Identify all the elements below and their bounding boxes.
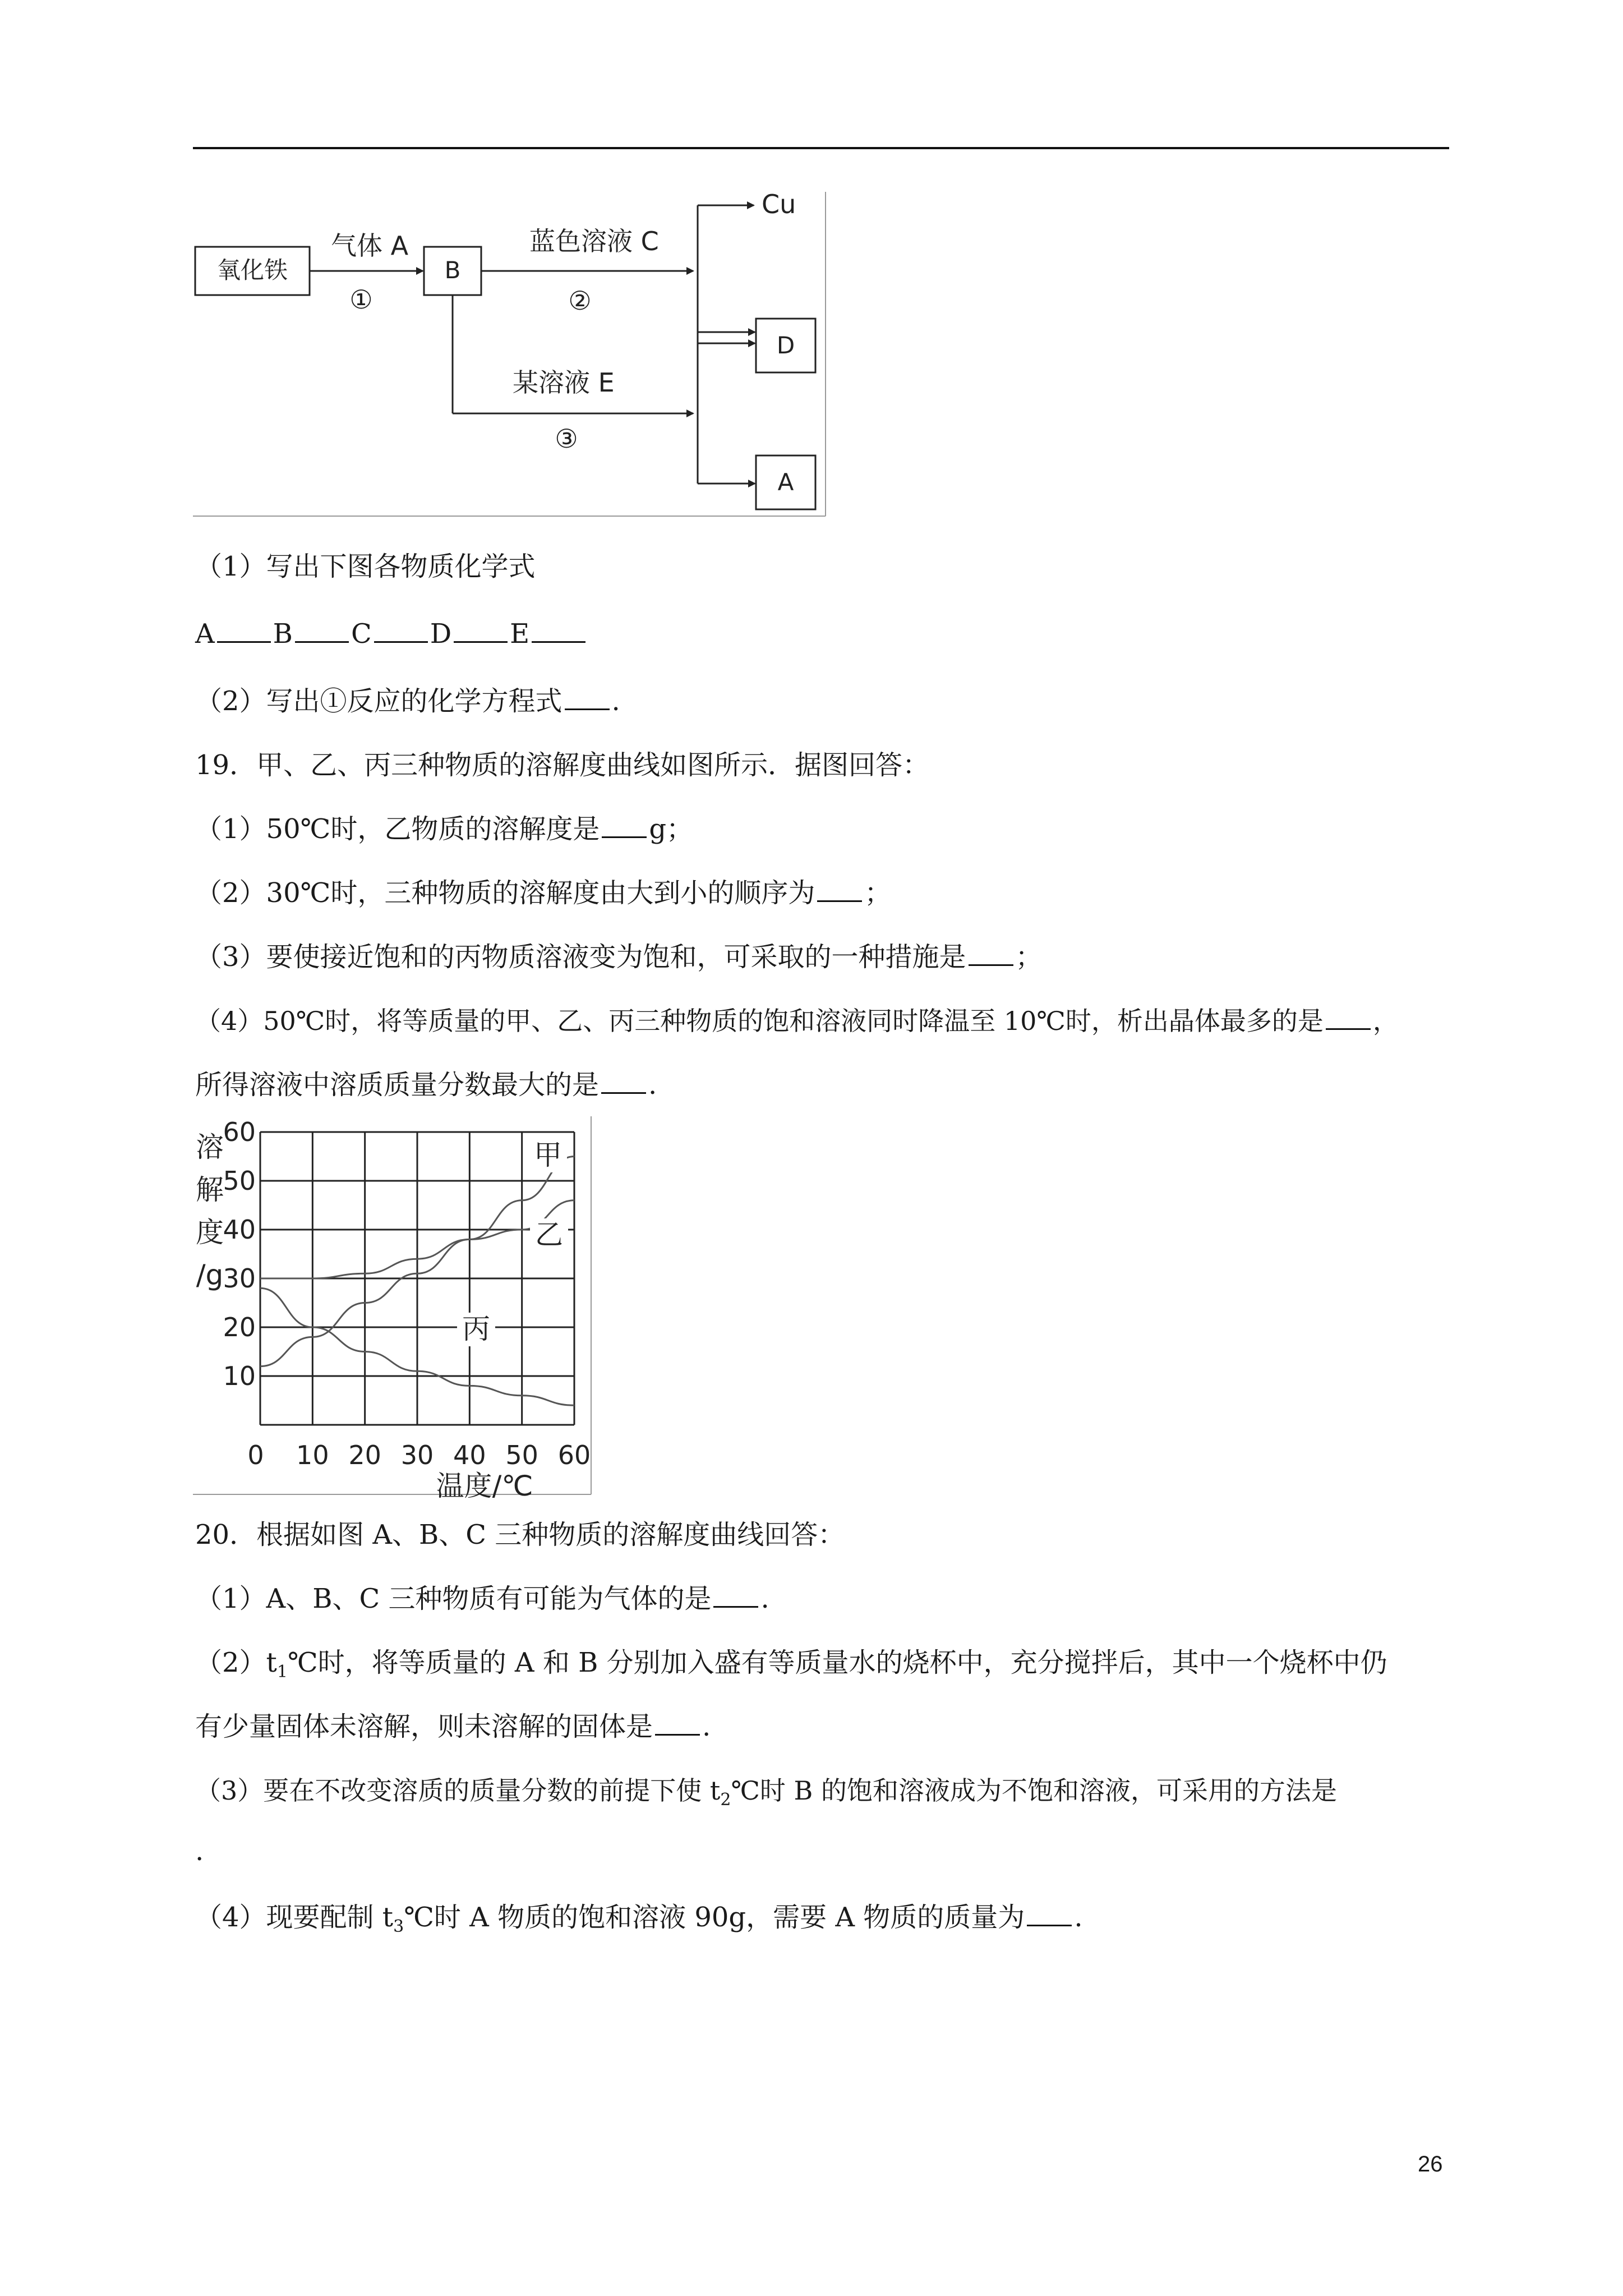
x-tick-label: 40: [453, 1440, 486, 1470]
x-tick-label: 50: [505, 1440, 538, 1470]
q19-part1: （1）50℃时，乙物质的溶解度是 g；: [195, 813, 694, 845]
series-name-label: 乙: [535, 1218, 563, 1251]
q19-part4b: 所得溶液中溶质质量分数最大的是 .: [195, 1069, 657, 1101]
reaction-flow-diagram: [193, 192, 828, 517]
q20-stem: 20．根据如图 A、B、C 三种物质的溶解度曲线回答：: [195, 1519, 845, 1550]
y-axis-label-char: /g: [196, 1259, 224, 1291]
page-number: 26: [1418, 2152, 1443, 2177]
solubility-chart: [193, 1116, 597, 1498]
blank-q20-1[interactable]: [713, 1585, 758, 1608]
q18-part2: （2）写出①反应的化学方程式 .: [195, 685, 620, 717]
blank-q20-2[interactable]: [655, 1713, 700, 1736]
step3-label: ③: [555, 424, 578, 454]
y-tick-label: 10: [223, 1361, 256, 1391]
d-label: D: [776, 332, 795, 359]
blank-a[interactable]: [217, 620, 271, 643]
solution-e-label: 某溶液 E: [513, 367, 615, 398]
blank-q20-4[interactable]: [1027, 1903, 1072, 1926]
cu-label: Cu: [762, 192, 796, 219]
y-tick-label: 20: [223, 1312, 256, 1342]
y-tick-label: 40: [223, 1214, 256, 1245]
a-label: A: [777, 468, 794, 496]
q19-part3: （3）要使接近饱和的丙物质溶液变为饱和，可采取的一种措施是 ；: [195, 941, 1043, 973]
q20-part4: （4）现要配制 $t_3℃$时 A 物质的饱和溶液 90g，需要 A 物质的质量为 .: [195, 1902, 1083, 1936]
q19-stem: 19．甲、乙、丙三种物质的溶解度曲线如图所示．据图回答：: [195, 749, 930, 781]
y-tick-label: 30: [223, 1263, 256, 1294]
q20-part3b: .: [195, 1835, 204, 1867]
blank-c[interactable]: [374, 620, 428, 643]
y-axis-label-char: 溶: [196, 1131, 224, 1163]
q20-part3: （3）要在不改变溶质的质量分数的前提下使 $t_2℃$时 B 的饱和溶液成为不饱和溶液，可采用的方法是: [195, 1775, 1337, 1810]
iron-oxide-label: 氧化铁: [216, 256, 288, 284]
blue-solution-label: 蓝色溶液 C: [529, 226, 659, 256]
q18-formula-blanks: A B C D E: [195, 617, 588, 651]
gas-a-label: 气体 A: [331, 231, 409, 261]
step1-label: ①: [349, 284, 373, 315]
y-axis-label-char: 度: [196, 1216, 224, 1249]
q19-part2: （2）30℃时，三种物质的溶解度由大到小的顺序为 ；: [195, 877, 892, 909]
x-tick-label: 10: [296, 1440, 329, 1470]
q20-part1: （1）A、B、C 三种物质有可能为气体的是 .: [195, 1583, 769, 1614]
q20-part2: $(2)t_1℃$时，将等质量的 A 和 B 分别加入盛有等质量水的烧杯中，充分搅拌后，其中一个烧杯中仍: [195, 1647, 1387, 1682]
step2-label: ②: [568, 286, 592, 316]
y-tick-label: 60: [223, 1117, 256, 1147]
b-label: B: [444, 256, 461, 284]
blank-q19-2[interactable]: [817, 879, 862, 902]
q20-part2b: 有少量固体未溶解，则未溶解的固体是 .: [195, 1711, 711, 1742]
x-tick-label: 30: [400, 1440, 434, 1470]
blank-equation[interactable]: [565, 687, 610, 710]
blank-b[interactable]: [295, 620, 349, 643]
blank-q19-1[interactable]: [602, 815, 647, 838]
x-tick-label: 20: [348, 1440, 381, 1470]
blank-d[interactable]: [454, 620, 508, 643]
x-tick-label: 0: [247, 1440, 264, 1470]
series-name-label: 甲: [534, 1139, 562, 1171]
y-tick-label: 50: [223, 1166, 256, 1196]
x-axis-label: 温度/℃: [436, 1470, 533, 1498]
blank-q19-4a[interactable]: [1326, 1007, 1371, 1030]
blank-q19-3[interactable]: [969, 943, 1013, 966]
q18-part1: （1）写出下图各物质化学式: [195, 551, 536, 582]
blank-q19-4b[interactable]: [601, 1071, 646, 1094]
blank-e[interactable]: [532, 620, 585, 643]
series-name-label: 丙: [462, 1313, 490, 1345]
q19-part4: （4）50℃时，将等质量的甲、乙、丙三种物质的饱和溶液同时降温至 10℃时，析出晶体最多的是 ，: [195, 1006, 1399, 1036]
header-rule: [193, 147, 1449, 149]
x-tick-label: 60: [557, 1440, 591, 1470]
y-axis-label-char: 解: [196, 1174, 224, 1206]
